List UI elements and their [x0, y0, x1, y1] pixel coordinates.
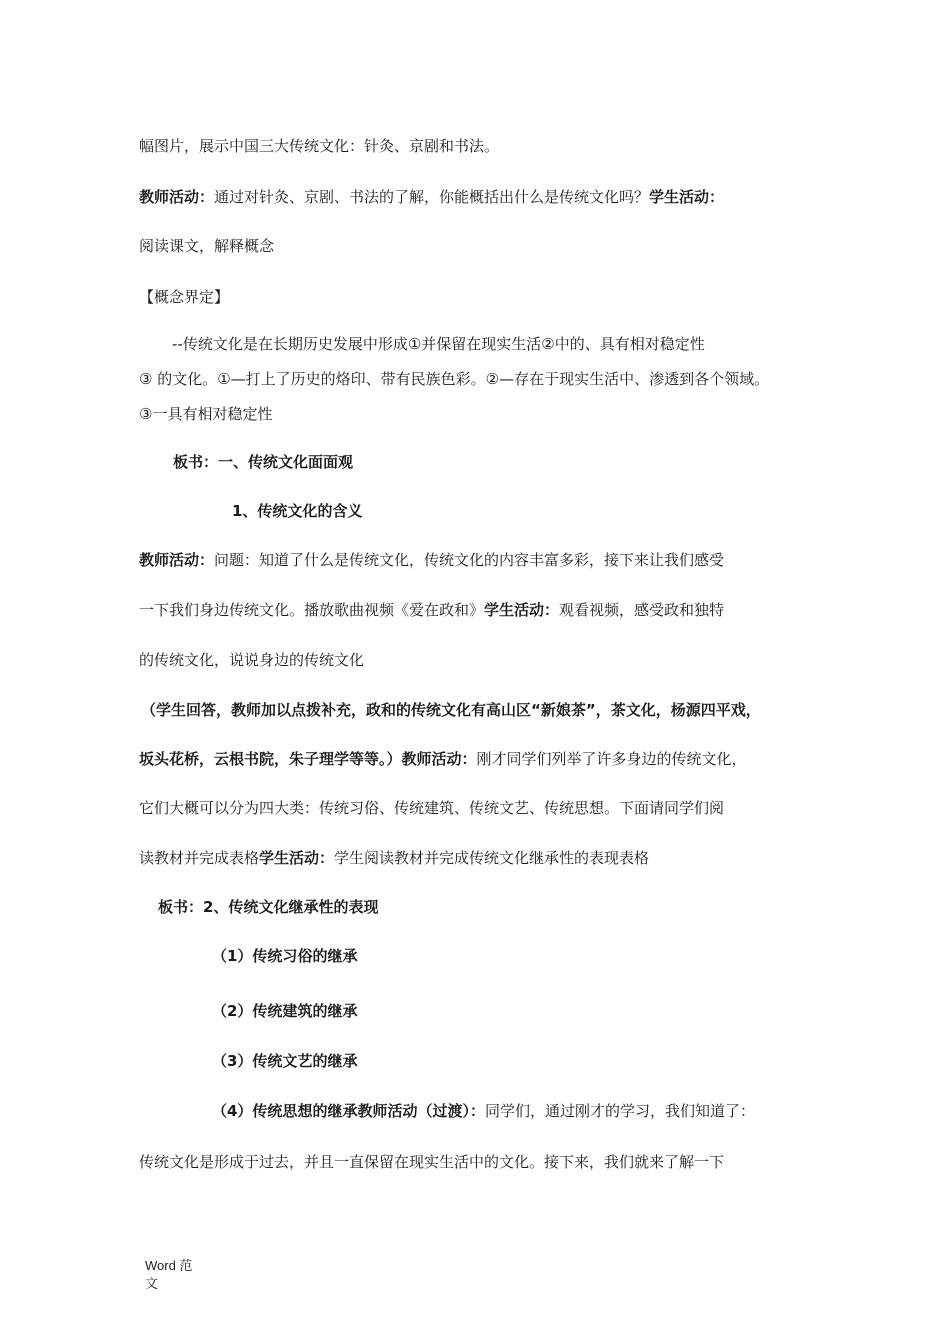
board-subheading — [232, 501, 362, 521]
text: ③ 的文化。①—打上了历史的烙印、带有民族色彩。②—存在于现实生活中、渗透到各个领域。 — [139, 370, 770, 388]
text: 一下我们身边传统文化。播放歌曲视频《爱在政和》 — [139, 601, 485, 619]
board-heading — [158, 897, 378, 917]
text: （2）传统建筑的继承 — [212, 1002, 358, 1020]
paragraph-line — [139, 136, 499, 156]
label-teacher-activity: 教师活动： — [139, 551, 215, 569]
definition-line — [139, 369, 769, 389]
text: ③一具有相对稳定性 — [139, 405, 273, 423]
label-student-activity: 学生活动： — [484, 601, 560, 619]
paragraph-line — [139, 1152, 724, 1172]
text: （1）传统习俗的继承 — [212, 947, 358, 965]
definition-line — [139, 404, 272, 424]
board-item — [212, 1001, 357, 1021]
paragraph-line — [141, 700, 761, 720]
text: 传统文化是形成于过去，并且一直保留在现实生活中的文化。接下来，我们就来了解一下 — [139, 1153, 725, 1171]
paragraph-line — [139, 848, 649, 868]
paragraph-line — [139, 236, 274, 256]
paragraph-line — [139, 749, 747, 769]
paragraph-line — [139, 550, 724, 570]
board-heading — [173, 452, 353, 472]
text: 它们大概可以分为四大类：传统习俗、传统建筑、传统文艺、传统思想。下面请同学们阅 — [139, 799, 725, 817]
label-student-activity: 学生活动： — [259, 849, 335, 867]
text: 的传统文化，说说身边的传统文化 — [139, 651, 365, 669]
section-heading — [139, 287, 229, 307]
text: 问题：知道了什么是传统文化，传统文化的内容丰富多彩，接下来让我们感受 — [214, 551, 725, 569]
text: 幅图片，展示中国三大传统文化：针灸、京剧和书法。 — [139, 137, 500, 155]
text: 刚才同学们列举了许多身边的传统文化， — [476, 750, 747, 768]
text: 【概念界定】 — [139, 288, 230, 306]
paragraph-line — [212, 1101, 755, 1121]
text: 通过对针灸、京剧、书法的了解，你能概括出什么是传统文化吗？ — [214, 188, 650, 206]
board-item: （4）传统思想的继承教师活动（过渡）： — [212, 1102, 485, 1120]
text: 板书：一、传统文化面面观 — [173, 453, 354, 471]
text: 阅读课文，解释概念 — [139, 237, 275, 255]
paragraph-line — [139, 187, 724, 207]
page-footer — [145, 1257, 192, 1293]
paragraph-line — [139, 600, 724, 620]
text: --传统文化是在长期历史发展中形成①并保留在现实生活②中的、具有相对稳定性 — [172, 335, 705, 353]
label-teacher-activity: 教师活动： — [401, 750, 477, 768]
footer-line: 文 — [145, 1276, 159, 1291]
text: 学生阅读教材并完成传统文化继承性的表现表格 — [334, 849, 650, 867]
text: 板书：2、传统文化继承性的表现 — [158, 898, 379, 916]
text: 1、传统文化的含义 — [232, 502, 363, 520]
definition-line — [172, 334, 705, 354]
board-item — [212, 946, 357, 966]
paragraph-line — [139, 798, 724, 818]
text: 读教材并完成表格 — [139, 849, 260, 867]
text: 同学们，通过刚才的学习，我们知道了： — [484, 1102, 755, 1120]
footer-line: Word 范 — [145, 1258, 193, 1273]
text: （学生回答，教师加以点拨补充，政和的传统文化有高山区“新娘茶”，茶文化，杨源四平戏， — [141, 701, 761, 719]
board-item — [212, 1051, 357, 1071]
text: 观看视频，感受政和独特 — [559, 601, 725, 619]
label-teacher-activity: 教师活动： — [139, 188, 215, 206]
paragraph-line — [139, 650, 364, 670]
text-bold: 坂头花桥，云根书院，朱子理学等等。） — [139, 750, 402, 768]
label-student-activity: 学生活动： — [649, 188, 725, 206]
text: （3）传统文艺的继承 — [212, 1052, 358, 1070]
